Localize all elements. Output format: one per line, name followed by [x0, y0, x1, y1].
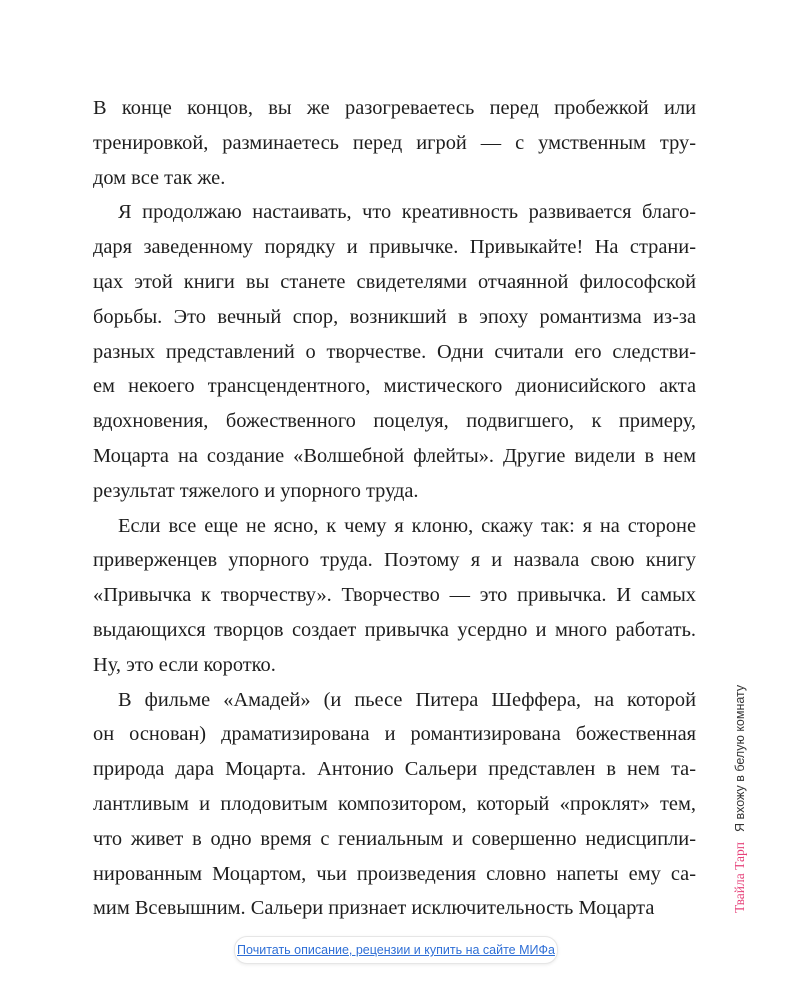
text-line: тренировкой, разминаетесь перед игрой — с умственным тру- [93, 131, 696, 154]
text-line: что живет в одно время с гениальным и совершенно недисципли- [93, 827, 696, 850]
text-line: В конце концов, вы же разогреваетесь перед пробежкой или [93, 97, 696, 119]
running-head-author: Твайла Тарп [732, 842, 747, 913]
buy-link[interactable]: Почитать описание, рецензии и купить на сайте МИФа [237, 943, 555, 957]
paragraph [93, 683, 696, 927]
body-text [93, 91, 696, 926]
text-line: он основан) драматизирована и романтизирована божественная [93, 723, 696, 746]
running-head-text [732, 685, 748, 913]
text-line: цах этой книги вы станете свидетелями отчаянной философской [93, 270, 696, 293]
text-line: борьбы. Это вечный спор, возникший в эпоху романтизма из-за [93, 305, 696, 328]
text-line: приверженцев упорного труда. Поэтому я и назвала свою книгу [93, 549, 696, 572]
buy-link-pill[interactable] [234, 936, 558, 964]
text-line: разных представлений о творчестве. Одни считали его следстви- [93, 340, 696, 363]
text-line: Если все еще не ясно, к чему я клоню, скажу так: я на стороне [118, 514, 696, 537]
running-head-title: Я вхожу в белую комнату [733, 684, 747, 833]
text-line: дом все так же. [93, 166, 226, 189]
text-line: даря заведенному порядку и привычке. Привыкайте! На страни- [93, 236, 696, 259]
text-line: результат тяжелого и упорного труда. [93, 479, 419, 502]
text-line: мим Всевышним. Сальери признает исключительность Моцарта [93, 897, 655, 920]
text-line: нированным Моцартом, чьи произведения словно напеты ему са- [93, 862, 696, 885]
text-line: Я продолжаю настаивать, что креативность развивается благо- [118, 201, 696, 224]
text-line: выдающихся творцов создает привычка усердно и много работать. [93, 618, 696, 641]
text-line: вдохновения, божественного поцелуя, подвигшего, к примеру, [93, 410, 696, 433]
text-line: Моцарта на создание «Волшебной флейты». Другие видели в нем [93, 444, 696, 467]
text-line: природа дара Моцарта. Антонио Сальери представлен в нем та- [93, 758, 696, 781]
running-head [732, 684, 760, 913]
paragraph [93, 195, 696, 508]
text-line: Ну, это если коротко. [93, 653, 276, 676]
paragraph [93, 509, 696, 683]
text-line: лантливым и плодовитым композитором, который «проклят» тем, [93, 792, 696, 815]
text-line: В фильме «Амадей» (и пьесе Питера Шеффера, на которой [118, 688, 696, 711]
text-line: «Привычка к творчеству». Творчество — это привычка. И самых [93, 584, 696, 607]
paragraph [93, 91, 696, 195]
text-line: ем некоего трансцендентного, мистического дионисийского акта [93, 375, 696, 398]
